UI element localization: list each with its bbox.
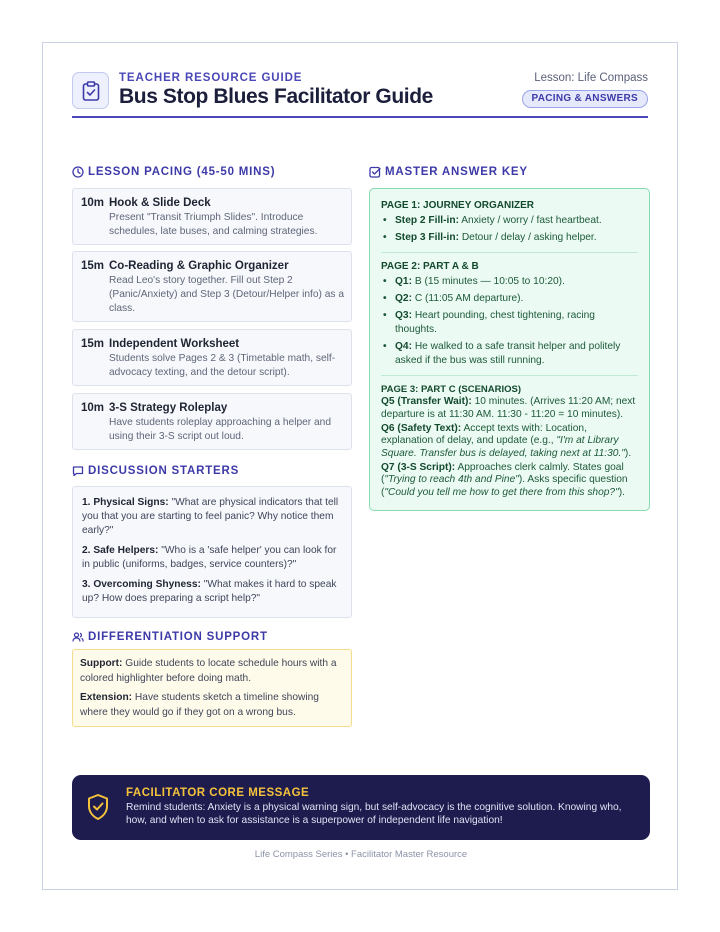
answer-label: Q7 (3-S Script): [381,461,456,473]
answer-key-heading [369,166,528,178]
page2-title: PAGE 2: PART A & B [381,261,479,272]
answer-quote: "I'm at Library Square. Transfer bus is delayed, taking next at 11:30." [381,435,625,459]
answer-item [381,340,638,368]
discussion-item [82,578,342,606]
answer-text: C (11:05 AM departure). [414,293,524,304]
core-message-title: FACILITATOR CORE MESSAGE [126,787,310,799]
pacing-title: Hook & Slide Deck [109,197,211,209]
discussion-label: 2. Safe Helpers: [82,545,159,556]
divider [381,375,638,376]
pacing-card [72,188,352,245]
pacing-heading-label: LESSON PACING (45-50 MINS) [88,166,276,178]
page2-list [381,275,638,368]
pacing-desc: Have students roleplay approaching a helper and using their 3-S script out loud. [109,417,332,442]
pacing-card [72,251,352,322]
answer-item [381,214,638,228]
answer-q5 [381,396,638,421]
support-label: Support: [80,658,123,669]
discussion-label: 1. Physical Signs: [82,497,169,508]
pacing-minutes: 10m [81,197,105,209]
answer-label: Step 2 Fill-in: [395,215,459,226]
discussion-heading-label: DISCUSSION STARTERS [88,465,240,477]
answer-text: He walked to a safe transit helper and politely asked if the bus was still running. [395,341,621,366]
pacing-minutes: 15m [81,338,105,350]
answer-text: ). Asks specific question ( [381,474,628,498]
pacing-title: Co-Reading & Graphic Organizer [109,260,289,272]
discussion-heading [72,465,239,477]
discussion-item [82,496,342,538]
page1-title: PAGE 1: JOURNEY ORGANIZER [381,200,534,211]
answer-label: Step 3 Fill-in: [395,232,459,243]
answer-text: B (15 minutes — 10:05 to 10:20). [414,276,565,287]
answer-text: Heart pounding, chest tightening, racing thoughts. [395,310,595,335]
discussion-text: "What are physical indicators that tell you that you are starting to feel panic? Why notice them early?" [82,497,339,536]
pacing-title: 3-S Strategy Roleplay [109,402,228,414]
page3-title: PAGE 3: PART C (SCENARIOS) [381,384,522,395]
answer-q6 [381,423,638,461]
answer-text: Detour / delay / asking helper. [461,232,597,243]
discussion-box [72,486,352,618]
pacing-desc: Students solve Pages 2 & 3 (Timetable math, self-advocacy texting, and the detour script). [109,353,336,378]
page-title: Bus Stop Blues Facilitator Guide [119,85,433,108]
answer-text: Anxiety / worry / fast heartbeat. [461,215,602,226]
answer-item [381,292,638,306]
lesson-label: Lesson: Life Compass [534,72,648,84]
guide-page [42,42,678,890]
answer-item [381,275,638,289]
clipboard-check-icon [72,72,109,109]
header-divider [72,116,648,118]
header-kicker: TEACHER RESOURCE GUIDE [119,72,303,84]
answer-label: Q5 (Transfer Wait): [381,396,472,407]
answer-label: Q1: [395,276,412,287]
page1-list [381,214,638,245]
differentiation-box [72,649,352,727]
discussion-item [82,544,342,572]
answer-text: Accept texts with: Location, explanation of delay, and update (e.g., [381,422,587,446]
pacing-minutes: 15m [81,260,105,272]
answer-text: Approaches clerk calmly. States goal ( [381,461,624,485]
answer-text: ). [618,486,625,498]
answer-label: Q3: [395,310,412,321]
pacing-heading [72,166,275,178]
differentiation-heading-label: DIFFERENTIATION SUPPORT [88,631,268,643]
answer-key-box [369,188,650,511]
core-message-body: Remind students: Anxiety is a physical warning sign, but self-advocacy is the cognitive solution. Knowing who, how, and when to ask for assistance is a superpower of independent life navigation! [126,802,622,826]
divider [381,252,638,253]
answer-label: Q4: [395,341,412,352]
extension-note [80,691,344,720]
answer-quote: "Could you tell me how to get there from this shop?" [384,486,619,498]
pacing-minutes: 10m [81,402,105,414]
checkbox-icon [369,166,381,178]
discussion-text: "Who is a 'safe helper' you can look for in public (uniforms, badges, service counters)?" [82,545,337,570]
users-icon [72,631,84,643]
clock-icon [72,166,84,178]
discussion-label: 3. Overcoming Shyness: [82,579,201,590]
pacing-desc: Read Leo's story together. Fill out Step 2 (Panic/Anxiety) and Step 3 (Detour/Helper info) as a class. [109,275,344,314]
support-text: Guide students to locate schedule hours with a colored highlighter before doing math. [80,658,337,684]
section-badge: PACING & ANSWERS [522,90,648,108]
support-note [80,657,344,686]
answer-quote: "Trying to reach 4th and Pine" [384,474,519,485]
page-footer: Life Compass Series • Facilitator Master Resource [254,849,468,860]
extension-label: Extension: [80,692,133,703]
pacing-title: Independent Worksheet [109,338,240,350]
answer-label: Q6 (Safety Text): [381,422,462,434]
discussion-text: "What makes it hard to speak up? How does preparing a script help?" [82,579,337,604]
answer-text: 10 minutes. (Arrives 11:20 AM; next departure is at 11:30 AM. 11:30 - 11:20 = 10 minutes). [381,396,636,420]
chat-bubble-icon [72,465,84,477]
core-message-banner [72,775,650,840]
pacing-card [72,329,352,386]
answer-label: Q2: [395,293,412,304]
extension-text: Have students sketch a timeline showing where they would go if they got on a wrong bus. [80,692,319,718]
shield-check-icon [86,793,110,821]
answer-q7 [381,462,638,500]
answer-item [381,309,638,337]
differentiation-heading [72,631,268,643]
answer-text: ). [624,447,632,459]
pacing-desc: Present "Transit Triumph Slides". Introduce schedules, late buses, and calming strategies. [109,212,318,237]
answer-key-heading-label: MASTER ANSWER KEY [385,166,528,178]
pacing-card [72,393,352,450]
answer-item [381,231,638,245]
